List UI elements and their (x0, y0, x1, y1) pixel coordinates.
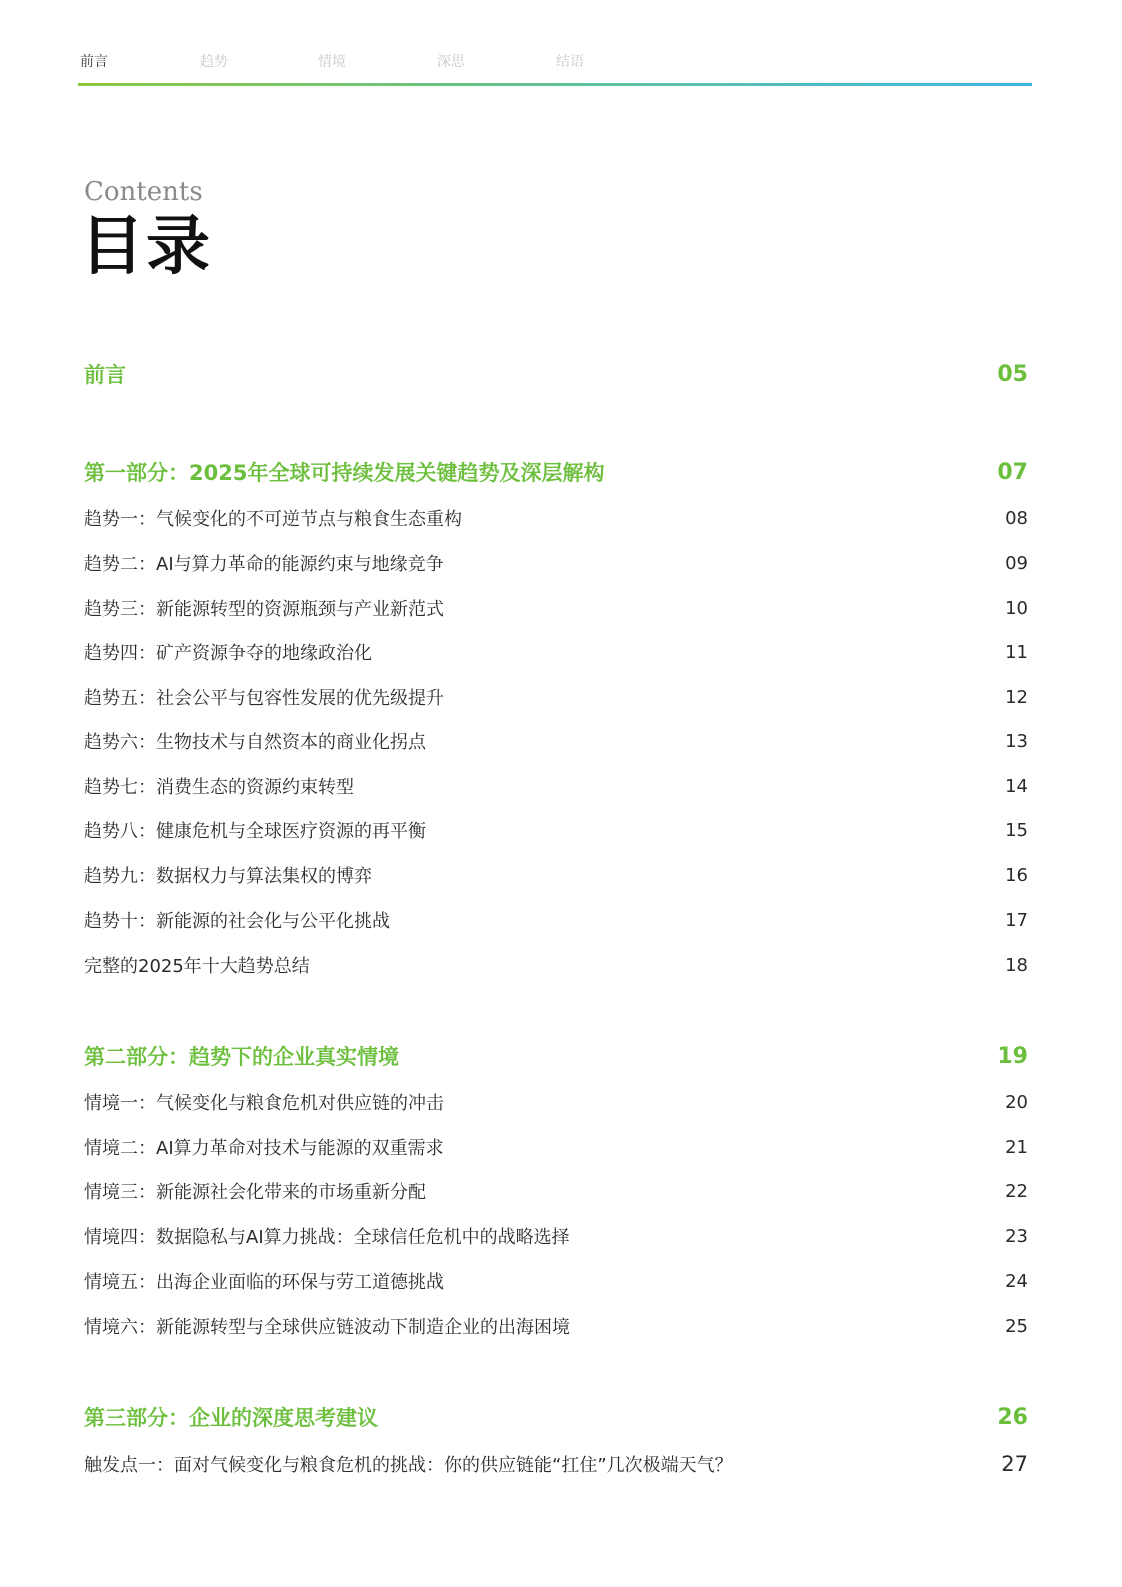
toc-item-label: 情境二：AI算力革命对技术与能源的双重需求 (84, 1138, 444, 1159)
nav-divider (78, 83, 1032, 86)
toc-page-number: 25 (1005, 1315, 1028, 1337)
toc-item[interactable] (84, 772, 1028, 800)
toc-item-label: 完整的2025年十大趋势总结 (84, 956, 310, 977)
toc-page-number: 26 (997, 1404, 1028, 1430)
toc-item[interactable] (84, 1133, 1028, 1161)
toc-item[interactable] (84, 594, 1028, 622)
toc-item-label: 趋势七：消费生态的资源约束转型 (84, 777, 354, 798)
toc-item-label: 趋势三：新能源转型的资源瓶颈与产业新范式 (84, 599, 444, 620)
toc-item-label: 趋势九：数据权力与算法集权的博弈 (84, 866, 372, 887)
toc-item[interactable] (84, 549, 1028, 577)
toc-section-part2[interactable] (84, 1042, 1028, 1070)
toc-page-number: 23 (1005, 1225, 1028, 1247)
toc-section-label: 第一部分：2025年全球可持续发展关键趋势及深层解构 (84, 461, 605, 485)
toc-page-number: 07 (997, 459, 1028, 485)
contents-heading-zh: 目录 (80, 209, 212, 284)
toc-page-number: 27 (1001, 1452, 1028, 1476)
tab-reflections[interactable]: 深思 (437, 54, 465, 70)
toc-item[interactable] (84, 1088, 1028, 1116)
toc-item[interactable] (84, 504, 1028, 532)
toc-page-number: 11 (1005, 641, 1028, 663)
toc-item-label: 触发点一：面对气候变化与粮食危机的挑战：你的供应链能“扛住”几次极端天气？ (84, 1455, 733, 1476)
toc-page-number: 20 (1005, 1091, 1028, 1113)
toc-item[interactable] (84, 1177, 1028, 1205)
toc-item-label: 趋势二：AI与算力革命的能源约束与地缘竞争 (84, 554, 444, 575)
toc-item-label: 情境一：气候变化与粮食危机对供应链的冲击 (84, 1093, 444, 1114)
toc-item-label: 情境六：新能源转型与全球供应链波动下制造企业的出海困境 (84, 1317, 570, 1338)
toc-item[interactable] (84, 906, 1028, 934)
toc-item[interactable] (84, 638, 1028, 666)
tab-preface[interactable]: 前言 (80, 54, 108, 70)
toc-page-number: 08 (1005, 507, 1028, 529)
toc-item-label: 趋势八：健康危机与全球医疗资源的再平衡 (84, 821, 426, 842)
toc-item-label: 趋势一：气候变化的不可逆节点与粮食生态重构 (84, 509, 462, 530)
toc-item[interactable] (84, 727, 1028, 755)
toc-section-part3[interactable] (84, 1403, 1028, 1431)
toc-page-number: 19 (997, 1043, 1028, 1069)
toc-item-label: 情境三：新能源社会化带来的市场重新分配 (84, 1182, 426, 1203)
toc-item[interactable] (84, 683, 1028, 711)
toc-item[interactable] (84, 1222, 1028, 1250)
toc-item-label: 情境四：数据隐私与AI算力挑战：全球信任危机中的战略选择 (84, 1227, 570, 1248)
toc-item[interactable] (84, 1450, 1028, 1478)
toc-item-label: 情境五：出海企业面临的环保与劳工道德挑战 (84, 1272, 444, 1293)
toc-section-part1[interactable] (84, 458, 1028, 486)
toc-page-number: 24 (1005, 1270, 1028, 1292)
toc-item[interactable] (84, 951, 1028, 979)
toc-section-label: 前言 (84, 363, 126, 387)
toc-page-number: 15 (1005, 819, 1028, 841)
toc-item[interactable] (84, 1267, 1028, 1295)
toc-section-preface[interactable] (84, 360, 1028, 388)
contents-heading-en: Contents (84, 177, 203, 207)
toc-page-number: 05 (997, 361, 1028, 387)
toc-item-label: 趋势十：新能源的社会化与公平化挑战 (84, 911, 390, 932)
tab-conclusion[interactable]: 结语 (556, 54, 584, 70)
toc-page-number: 16 (1005, 864, 1028, 886)
toc-page-number: 17 (1005, 909, 1028, 931)
toc-page-number: 12 (1005, 686, 1028, 708)
toc-item[interactable] (84, 816, 1028, 844)
top-navigation (80, 52, 1032, 72)
toc-item-label: 趋势六：生物技术与自然资本的商业化拐点 (84, 732, 426, 753)
toc-page-number: 13 (1005, 730, 1028, 752)
toc-page-number: 22 (1005, 1180, 1028, 1202)
toc-item-label: 趋势四：矿产资源争夺的地缘政治化 (84, 643, 372, 664)
toc-item-label: 趋势五：社会公平与包容性发展的优先级提升 (84, 688, 444, 709)
toc-page-number: 10 (1005, 597, 1028, 619)
toc-section-label: 第二部分：趋势下的企业真实情境 (84, 1045, 399, 1069)
tab-trends[interactable]: 趋势 (200, 54, 228, 70)
toc-item[interactable] (84, 1312, 1028, 1340)
toc-page-number: 18 (1005, 954, 1028, 976)
toc-page-number: 14 (1005, 775, 1028, 797)
toc-page-number: 09 (1005, 552, 1028, 574)
toc-section-label: 第三部分：企业的深度思考建议 (84, 1406, 378, 1430)
toc-item[interactable] (84, 861, 1028, 889)
toc-page-number: 21 (1005, 1136, 1028, 1158)
tab-scenarios[interactable]: 情境 (318, 54, 346, 70)
